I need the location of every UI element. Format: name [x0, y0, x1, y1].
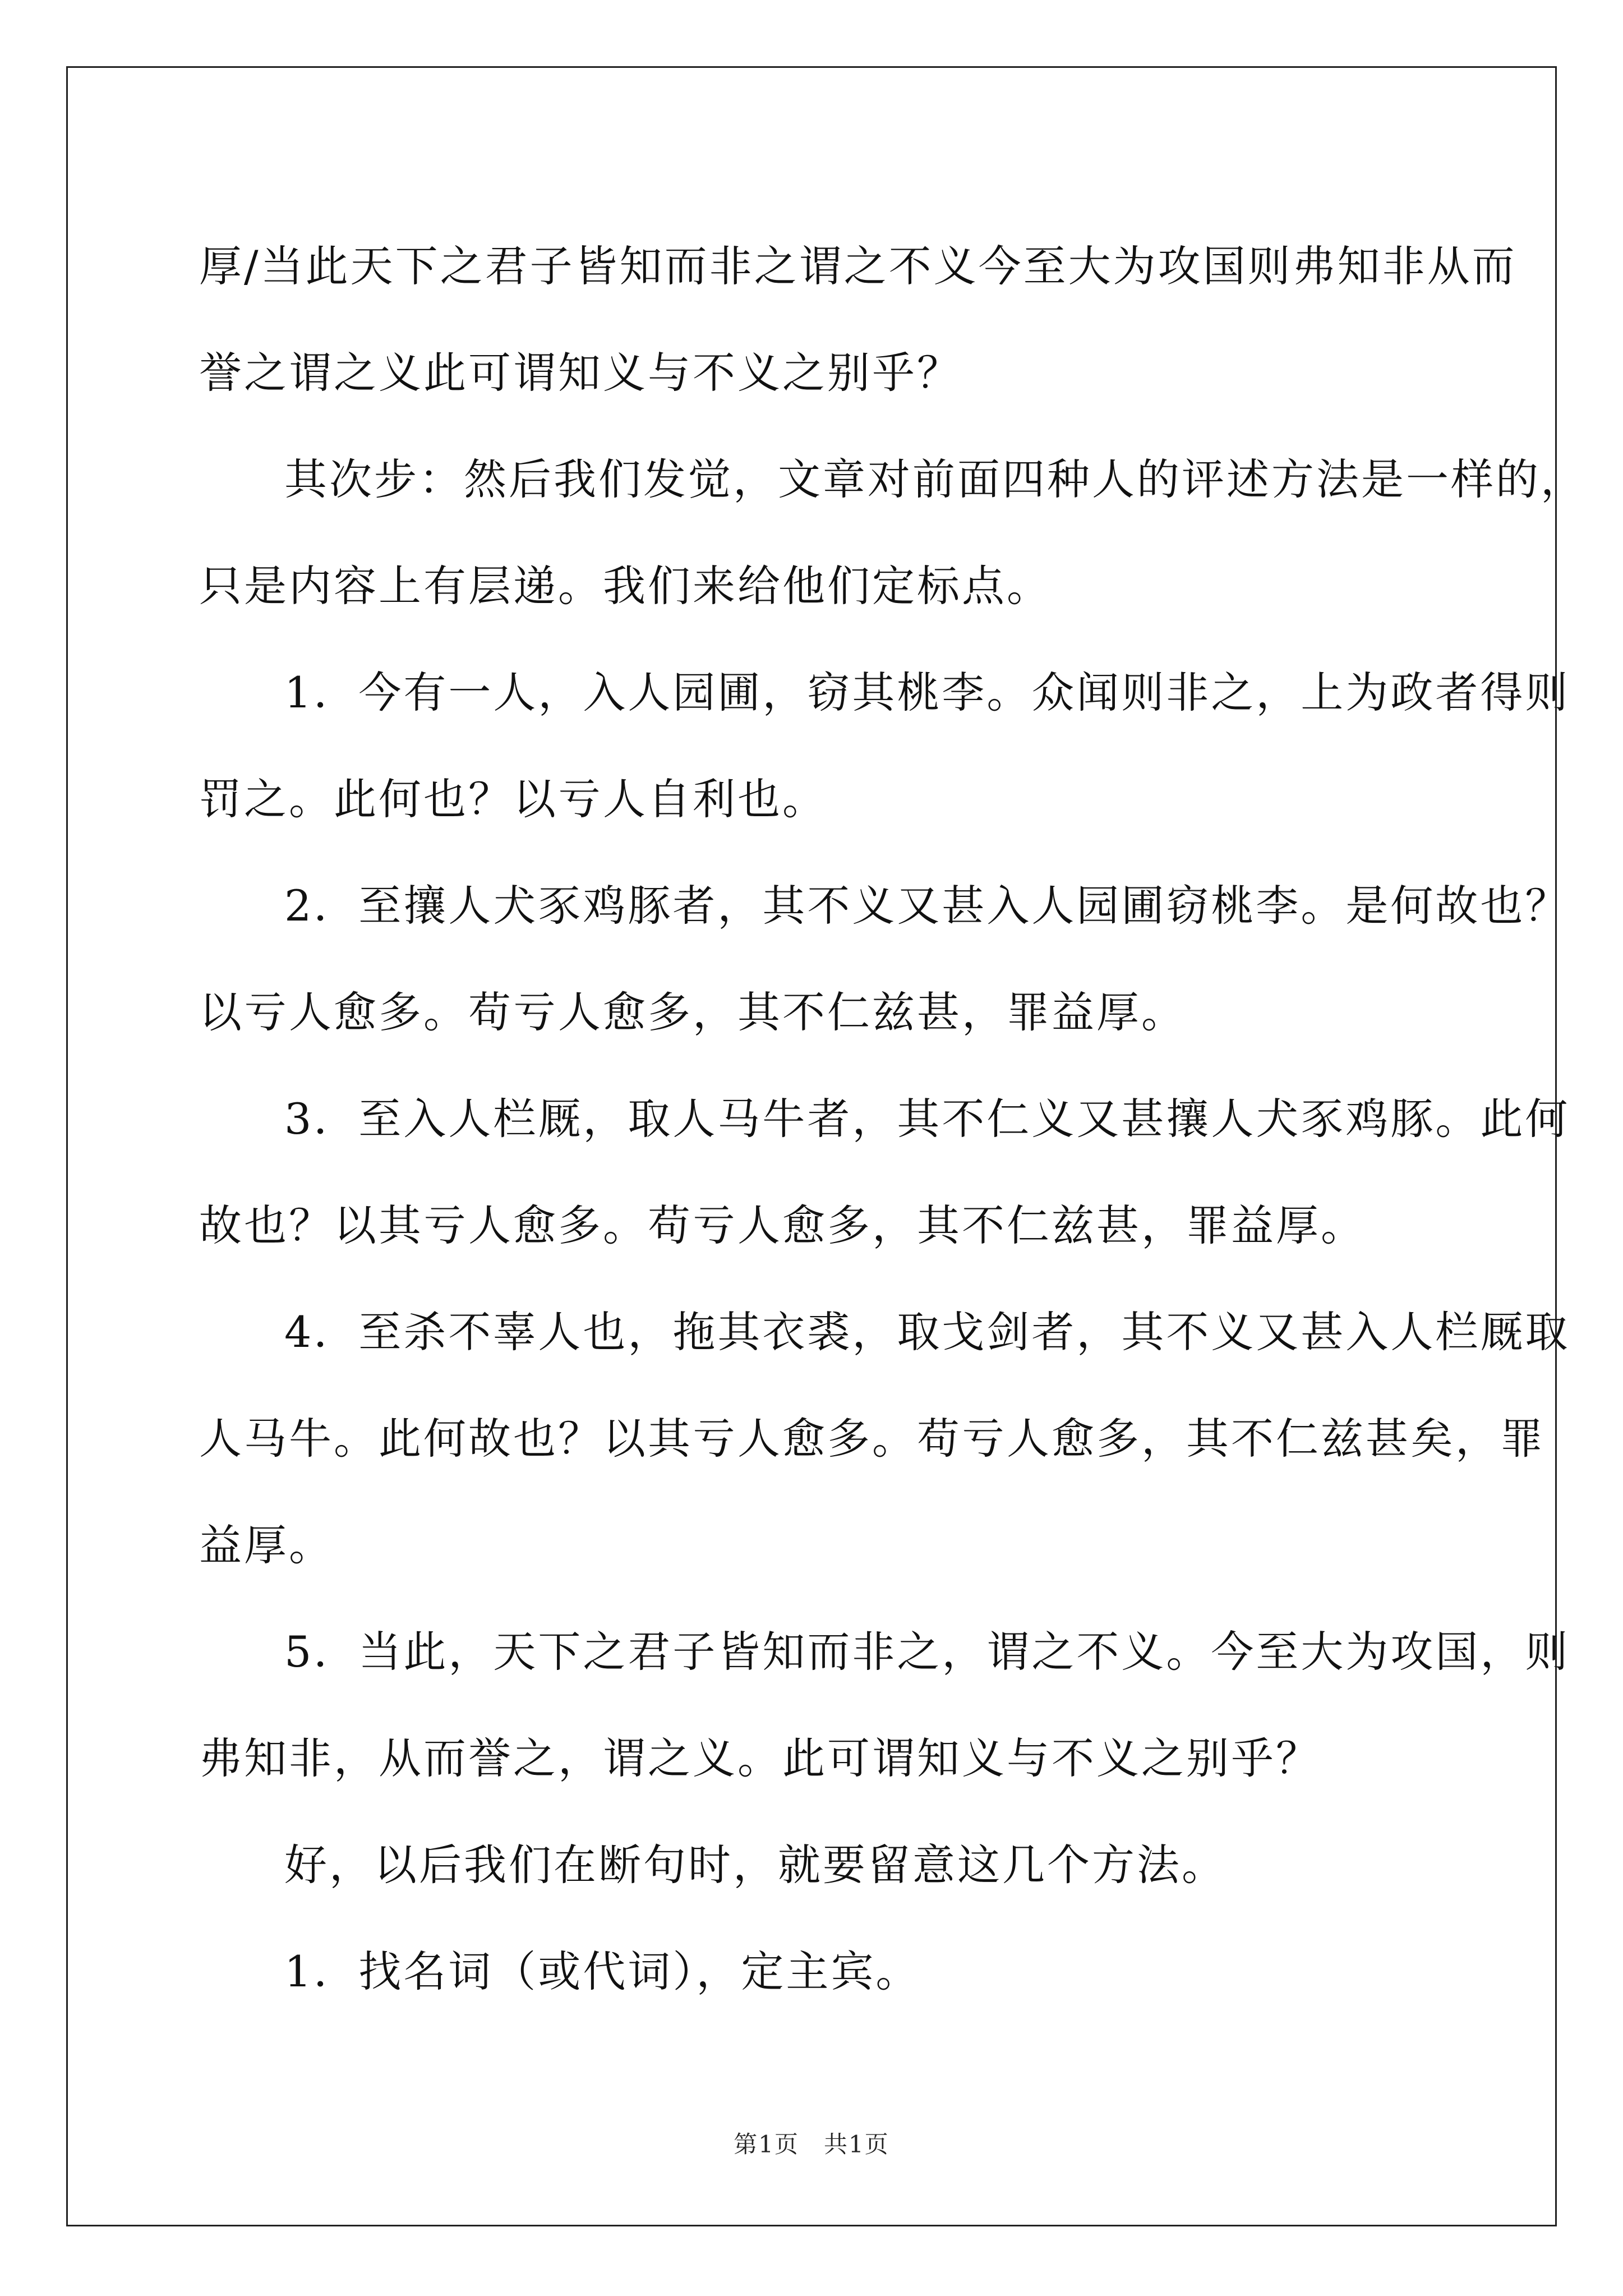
text-line: 人马牛。此何故也？以其亏人愈多。苟亏人愈多，其不仁兹甚矣，罪	[199, 1414, 1545, 1464]
text-line: 好，以后我们在断句时，就要留意这几个方法。	[284, 1840, 1227, 1890]
text-line: 以亏人愈多。苟亏人愈多，其不仁兹甚，罪益厚。	[199, 987, 1186, 1037]
page-footer: 第1页 共1页	[734, 2131, 889, 2158]
text-line: 2．至攘人犬豕鸡豚者，其不义又甚入人园圃窃桃李。是何故也？	[284, 881, 1570, 931]
text-line: 故也？以其亏人愈多。苟亏人愈多，其不仁兹甚，罪益厚。	[199, 1200, 1366, 1250]
text-line: 只是内容上有层递。我们来给他们定标点。	[199, 561, 1052, 611]
document-body	[199, 213, 1585, 2025]
text-line: 弗知非，从而誉之，谓之义。此可谓知义与不义之别乎？	[199, 1733, 1321, 1783]
text-line: 5．当此，天下之君子皆知而非之，谓之不义。今至大为攻国，则	[284, 1627, 1570, 1677]
text-line: 誉之谓之义此可谓知义与不义之别乎？	[199, 348, 962, 398]
text-line: 1．找名词（或代词），定主宾。	[284, 1947, 921, 1996]
text-line: 益厚。	[199, 1520, 334, 1570]
text-line: 厚/当此天下之君子皆知而非之谓之不义今至大为攻国则弗知非从而	[199, 241, 1517, 291]
text-line: 3．至入人栏厩，取人马牛者，其不仁义又甚攘人犬豕鸡豚。此何	[284, 1094, 1570, 1144]
text-line: 4．至杀不辜人也，拖其衣裘，取戈剑者，其不义又甚入人栏厩取	[284, 1307, 1570, 1357]
text-line: 罚之。此何也？以亏人自利也。	[199, 774, 827, 824]
text-line: 其次步：然后我们发觉，文章对前面四种人的评述方法是一样的，	[284, 454, 1585, 504]
text-line: 1．今有一人，入人园圃，窃其桃李。众闻则非之，上为政者得则	[284, 668, 1570, 717]
